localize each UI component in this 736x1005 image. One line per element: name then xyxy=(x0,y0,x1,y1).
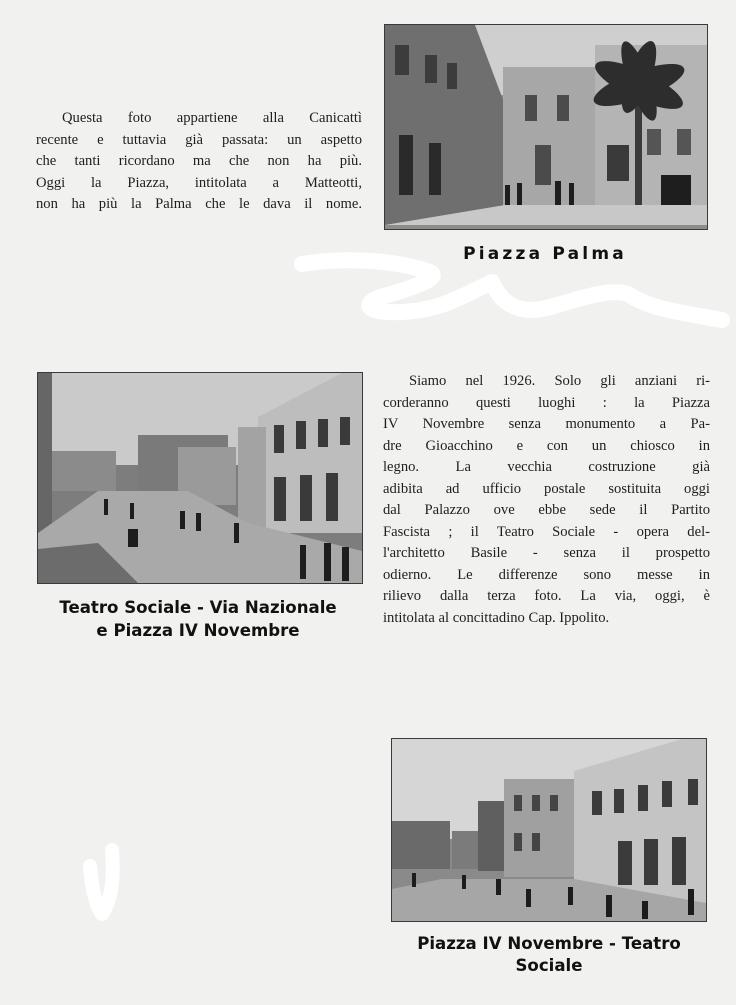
history-line: dre Gioacchino e con un chiosco in xyxy=(383,437,710,454)
history-line: l'architetto Basile - senza il prospetto xyxy=(383,545,710,561)
history-paragraph xyxy=(383,371,710,629)
caption-teatro-sociale-via-nazionale xyxy=(20,596,376,642)
history-line: adibita ad ufficio postale sostituita oggi xyxy=(383,480,710,497)
history-line: Siamo nel 1926. Solo gli anziani ri- xyxy=(409,373,710,389)
intro-line: che tanti ricordano ma che non ha più. xyxy=(36,153,362,169)
caption-piazza-palma: Piazza Palma xyxy=(463,244,627,264)
history-line: corderanno questi luoghi : la Piazza xyxy=(383,394,710,411)
intro-line: Oggi la Piazza, intitolata a Matteotti, xyxy=(36,174,362,191)
caption-line: Sociale xyxy=(515,956,583,975)
intro-paragraph xyxy=(36,108,362,216)
caption-line: e Piazza IV Novembre xyxy=(96,621,300,640)
photo-teatro-sociale-via-nazionale xyxy=(37,372,363,584)
history-line: odierno. Le differenze sono messe in xyxy=(383,566,710,583)
history-line: rilievo dalla terza foto. La via, oggi, è xyxy=(383,588,710,604)
caption-line: Piazza IV Novembre - Teatro xyxy=(417,934,681,953)
intro-line: recente e tuttavia già passata: un aspetto xyxy=(36,131,362,148)
white-correction-mark xyxy=(78,836,138,926)
white-correction-mark xyxy=(292,248,736,344)
intro-line: non ha più la Palma che le dava il nome. xyxy=(36,196,362,212)
history-line: Fascista ; il Teatro Sociale - opera del- xyxy=(383,523,710,540)
history-line: intitolata al concittadino Cap. Ippolito. xyxy=(383,609,610,626)
history-line: legno. La vecchia costruzione già xyxy=(383,459,710,475)
caption-line: Teatro Sociale - Via Nazionale xyxy=(59,598,337,617)
caption-piazza-iv-novembre xyxy=(372,933,726,977)
history-line: IV Novembre senza monumento a Pa- xyxy=(383,416,710,432)
intro-line: Questa foto appartiene alla Canicattì xyxy=(62,110,362,126)
photo-piazza-palma xyxy=(384,24,708,230)
photo-piazza-iv-novembre xyxy=(391,738,707,922)
history-line: dal Palazzo ove ebbe sede il Partito xyxy=(383,502,710,518)
